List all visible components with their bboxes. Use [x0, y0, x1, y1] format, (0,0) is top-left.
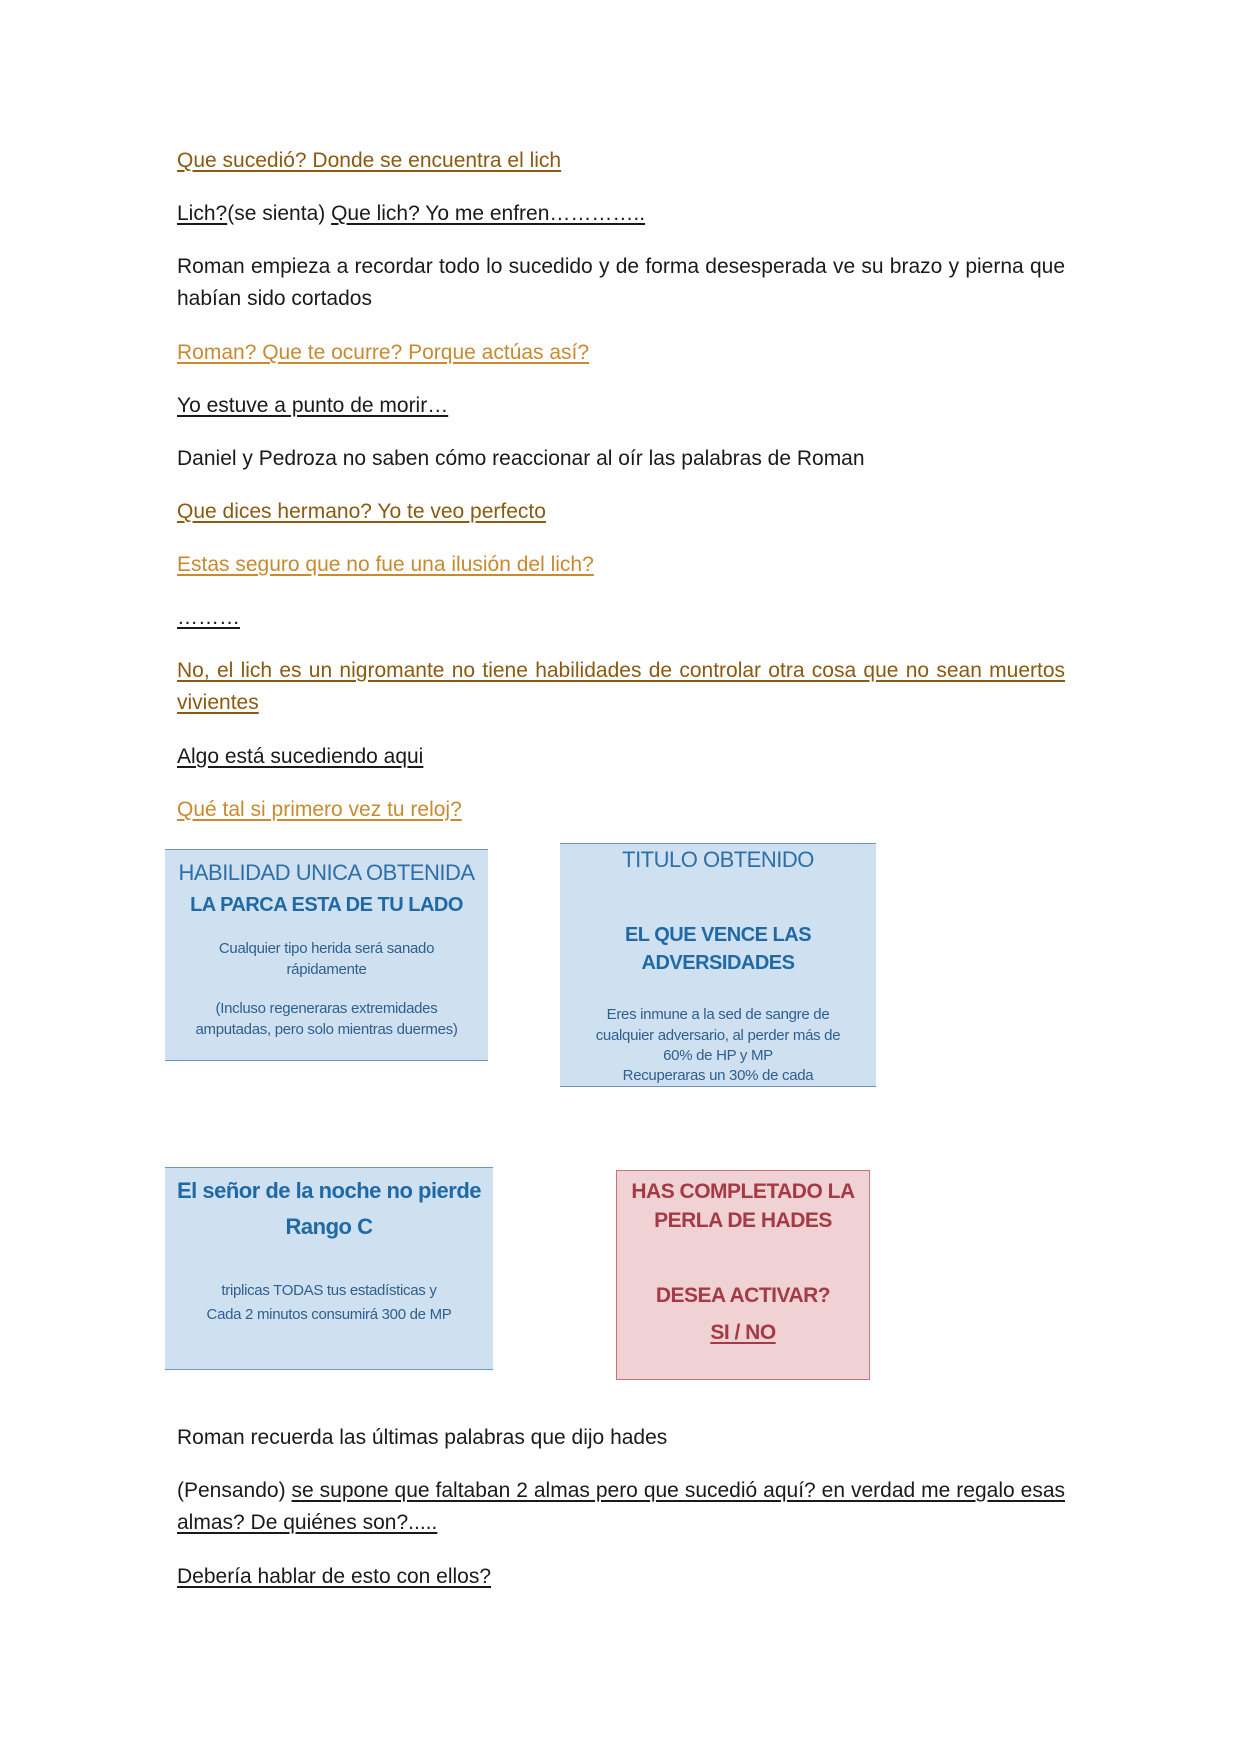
pearl-box-line-1: HAS COMPLETADO LA	[631, 1180, 855, 1203]
dialog-line-4: Yo estuve a punto de morir…	[177, 394, 449, 417]
night-lord-box	[165, 1167, 493, 1370]
dialog-line-3: Roman? Que te ocurre? Porque actúas así?	[177, 341, 590, 364]
thought-line-rest: se supone que faltaban 2 almas pero que sucedió aquí? en verdad me regalo esas almas? De quiénes son?.....	[177, 1479, 1065, 1534]
skill-box-desc-1b: rápidamente	[286, 961, 367, 978]
skill-obtained-box	[165, 849, 488, 1061]
title-box-desc-b: cualquier adversario, al perder más de	[595, 1027, 841, 1044]
narration-1: Roman empieza a recordar todo lo sucedido y de forma desesperada ve su brazo y pierna que habían sido cortados	[177, 255, 1065, 310]
dialog-line-10: Qué tal si primero vez tu reloj?	[177, 798, 462, 821]
skill-box-header: HABILIDAD UNICA OBTENIDA	[178, 860, 475, 885]
pearl-box-options	[617, 1318, 869, 1348]
skill-box-name: LA PARCA ESTA DE TU LADO	[190, 894, 463, 916]
night-box-desc-a: triplicas TODAS tus estadísticas y	[221, 1282, 437, 1299]
dialog-line-6: Estas seguro que no fue una ilusión del lich?	[177, 553, 594, 576]
skill-box-desc-2a: (Incluso regeneraras extremidades	[215, 1000, 438, 1017]
dialog-line-2-rest: Que lich? Yo me enfren…………..	[331, 202, 646, 225]
dialog-line-11: Debería hablar de esto con ellos?	[177, 1565, 492, 1588]
title-box-desc-c: 60% de HP y MP	[663, 1047, 773, 1064]
narration-3: Roman recuerda las últimas palabras que dijo hades	[177, 1426, 668, 1449]
dialog-line-2-prefix: Lich?	[177, 202, 228, 225]
thought-line	[177, 1475, 1065, 1539]
night-box-rank: Rango C	[285, 1214, 373, 1239]
skill-box-desc-2b: amputadas, pero solo mientras duermes)	[195, 1021, 458, 1038]
night-box-header: El señor de la noche no pierde	[176, 1178, 482, 1203]
hades-pearl-box	[616, 1170, 870, 1380]
dialog-line-1: Que sucedió? Donde se encuentra el lich	[177, 149, 562, 172]
dialog-line-5: Que dices hermano? Yo te veo perfecto	[177, 500, 546, 523]
pearl-box-line-2: PERLA DE HADES	[654, 1209, 832, 1232]
pearl-activate-options[interactable]: SI / NO	[710, 1321, 776, 1344]
night-box-desc-b: Cada 2 minutos consumirá 300 de MP	[206, 1306, 452, 1323]
skill-box-desc-1a: Cualquier tipo herida será sanado	[218, 940, 435, 957]
dialog-line-2	[177, 198, 1065, 230]
narration-2: Daniel y Pedroza no saben cómo reaccionar al oír las palabras de Roman	[177, 447, 865, 470]
title-box-header: TITULO OBTENIDO	[622, 847, 814, 872]
dialog-line-9: Algo está sucediendo aqui	[177, 745, 424, 768]
title-box-name-b: ADVERSIDADES	[641, 952, 795, 974]
title-obtained-box	[560, 843, 876, 1087]
title-box-desc-d: Recuperaras un 30% de cada	[622, 1067, 814, 1084]
thought-line-prefix: (Pensando)	[177, 1479, 292, 1502]
dialog-line-2-middle: (se sienta)	[227, 202, 332, 225]
title-box-desc-a: Eres inmune a la sed de sangre de	[606, 1006, 830, 1023]
dialog-line-8: No, el lich es un nigromante no tiene habilidades de controlar otra cosa que no sean muertos vivientes	[177, 659, 1065, 714]
title-box-name-a: EL QUE VENCE LAS	[624, 924, 812, 946]
pearl-box-question: DESEA ACTIVAR?	[655, 1284, 831, 1307]
dialog-line-7: ………	[177, 606, 240, 629]
